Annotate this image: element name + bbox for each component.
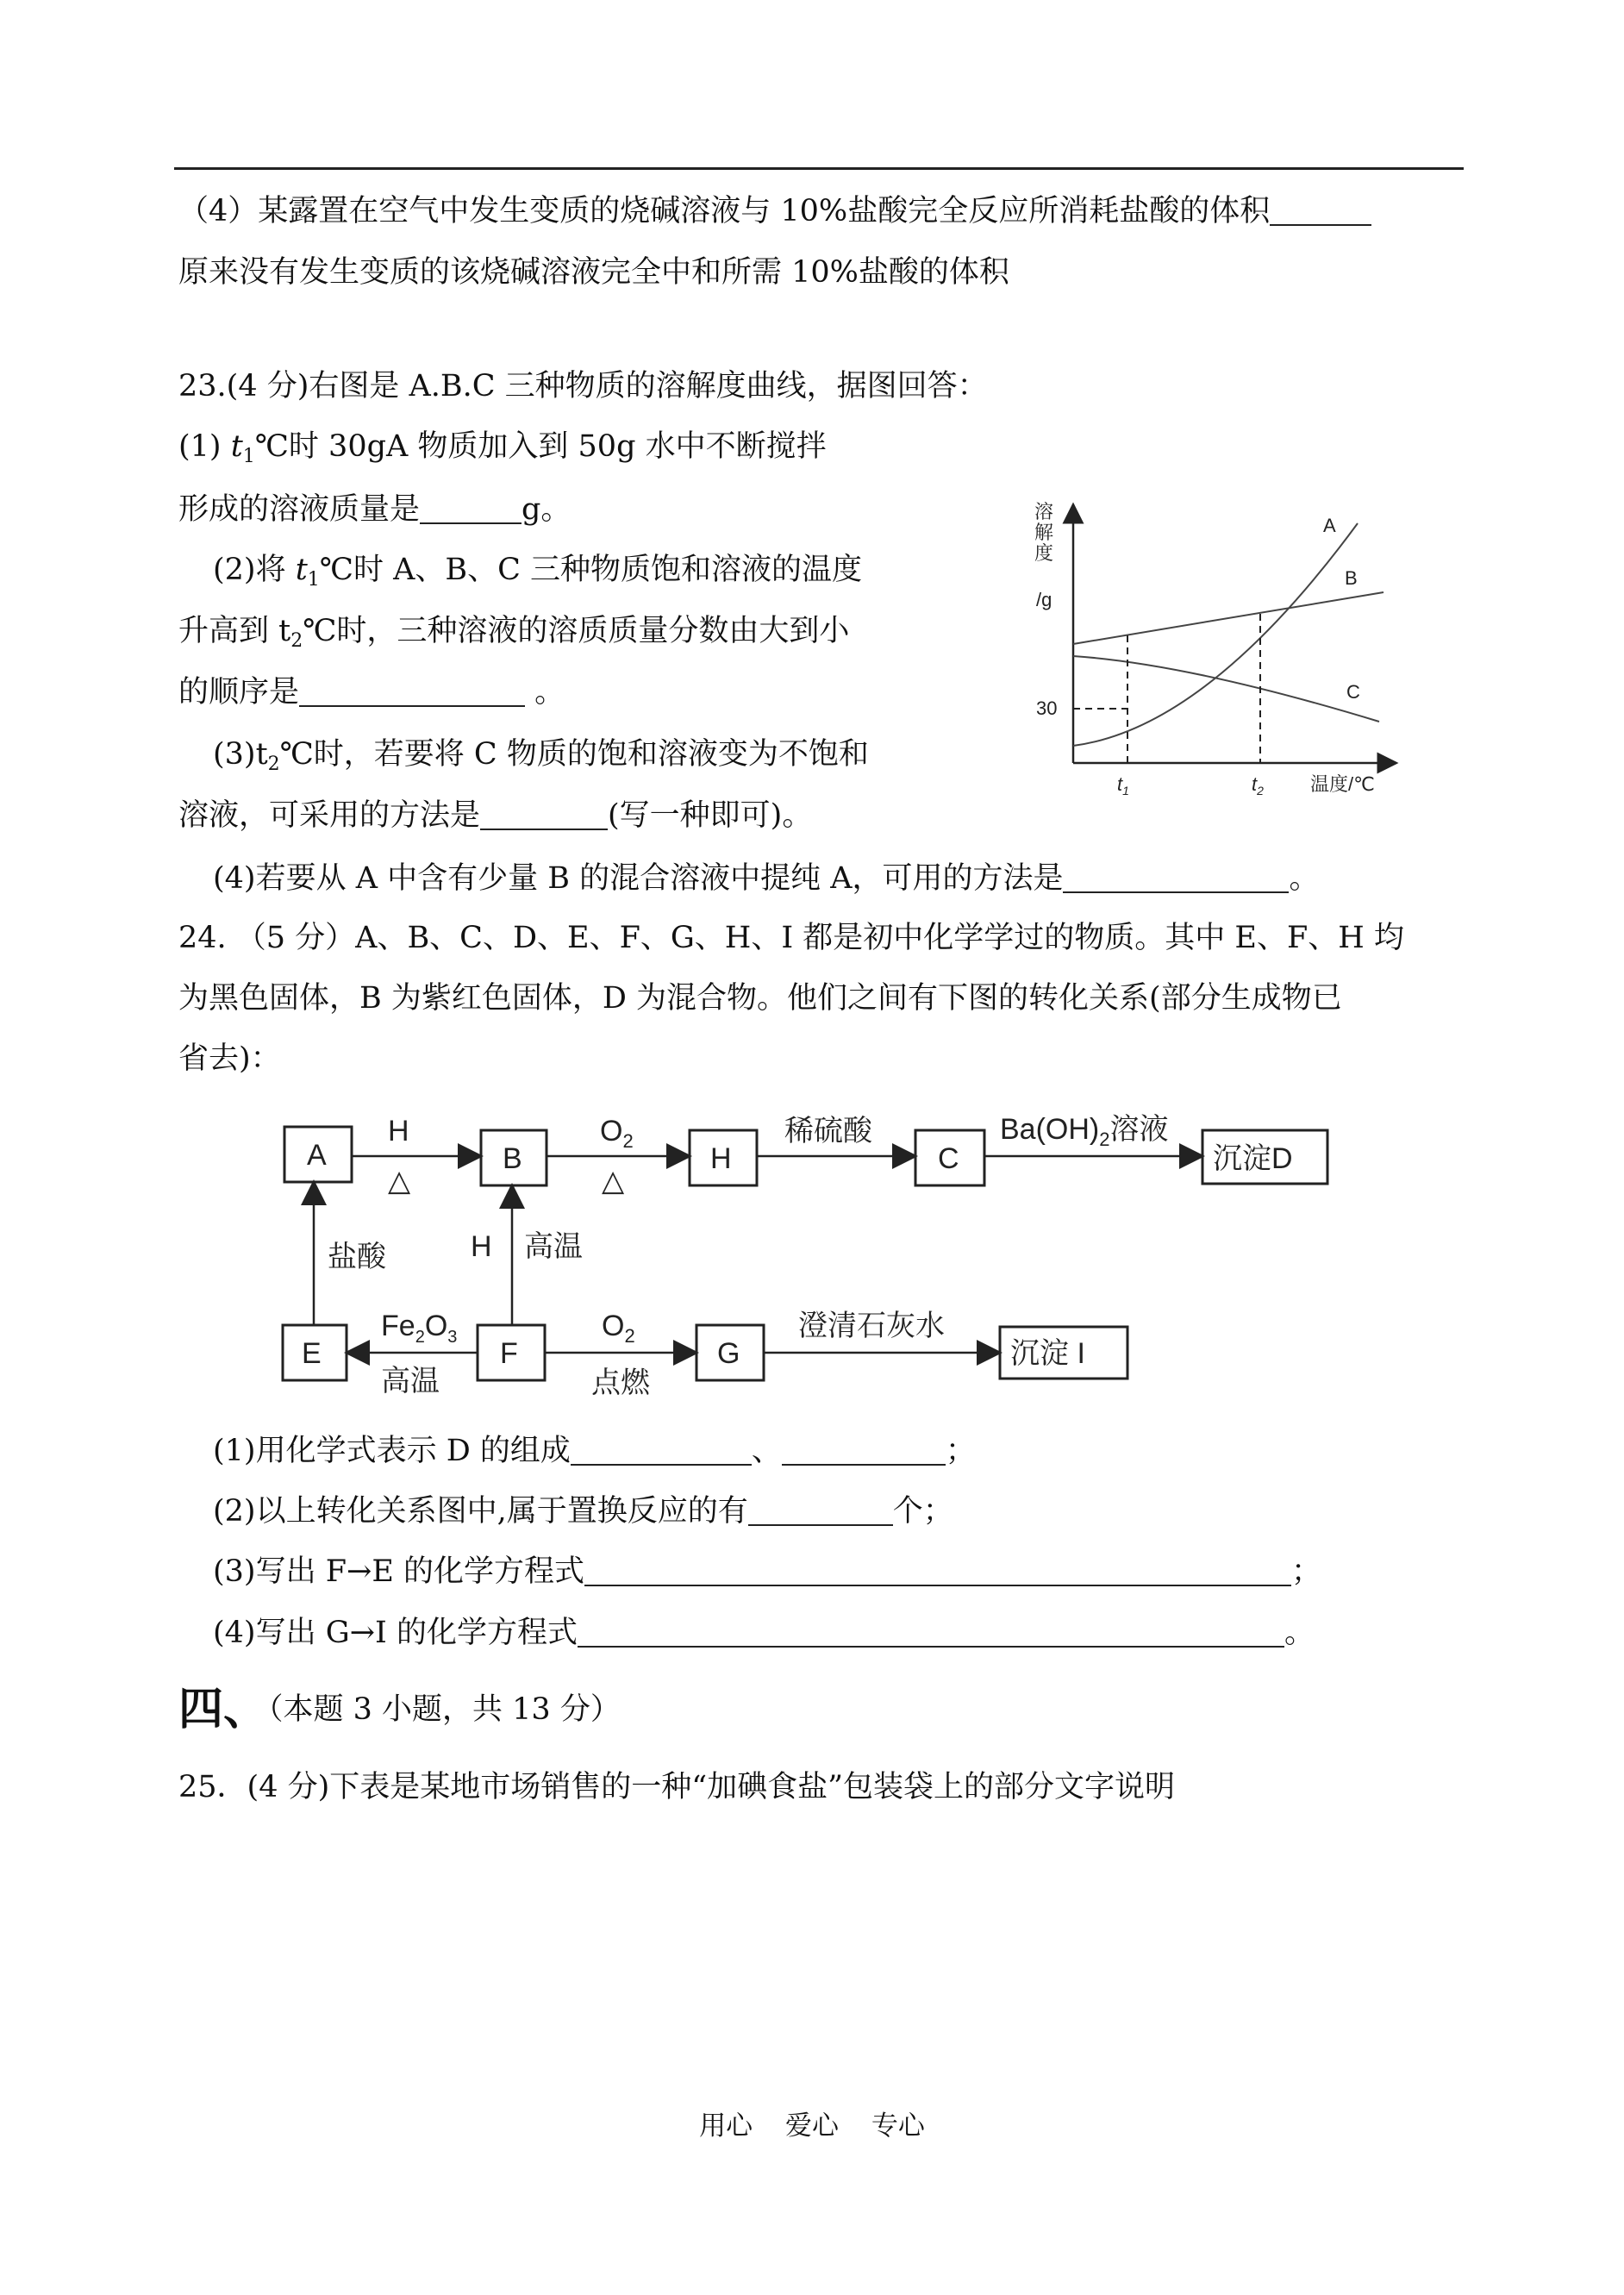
answer-blank[interactable] <box>420 493 522 524</box>
answer-blank[interactable] <box>1270 195 1371 226</box>
answer-blank[interactable] <box>782 1435 946 1466</box>
q23-part1-line1: (1) $t_1℃$时 30gA 物质加入到 50g 水中不断搅拌 <box>178 429 827 467</box>
x-tick-t1: $t_1$ <box>1117 773 1129 797</box>
q22-4-line2: 原来没有发生变质的该烧碱溶液完全中和所需 10%盐酸的体积 <box>178 255 1009 290</box>
q23-part3-line1: $(3)t_2℃$时，若要将 C 物质的饱和溶液变为不饱和 <box>213 737 869 775</box>
q23-part3-line2: 溶液，可采用的方法是 (写一种即可)。 <box>178 798 813 833</box>
conversion-diagram <box>259 1099 1414 1401</box>
arrow-a-b-top: H <box>388 1115 409 1148</box>
arrow-e-a-label: 盐酸 <box>328 1241 386 1273</box>
q23-part2-line3: 的顺序是 。 <box>178 675 565 710</box>
box-e-label: E <box>302 1337 322 1370</box>
curve-b-label: B <box>1345 567 1358 589</box>
answer-blank[interactable] <box>299 676 525 707</box>
q23-part2-line2: 升高到 $t_2℃$时，三种溶液的溶质质量分数由大到小 <box>178 614 850 652</box>
x-tick-t2: $t_2$ <box>1252 773 1264 797</box>
box-i-label: 沉淀 I <box>1010 1337 1085 1370</box>
q24-part4: (4)写出 G→I 的化学方程式 。 <box>213 1616 1315 1650</box>
answer-blank[interactable] <box>1063 862 1289 893</box>
q24-part1: (1)用化学式表示 D 的组成 、 ； <box>213 1434 976 1468</box>
box-a-label: A <box>307 1139 327 1172</box>
curve-c-label: C <box>1346 681 1360 703</box>
q24-part2: (2)以上转化关系图中,属于置换反应的有 个； <box>213 1494 953 1529</box>
box-c-label: C <box>938 1142 959 1175</box>
box-g-label: G <box>717 1337 740 1370</box>
answer-blank[interactable] <box>584 1555 1291 1586</box>
curve-b <box>1073 592 1384 644</box>
box-d-label: 沉淀D <box>1213 1142 1293 1175</box>
section-4-heading: 四、（本题 3 小题，共 13 分） <box>178 1683 621 1735</box>
y-label-3: 度 <box>1034 542 1054 564</box>
arrow-f-g-top: $O_2$ <box>602 1310 635 1347</box>
curve-a-label: A <box>1323 515 1336 536</box>
q24-intro-line2: 为黑色固体，B 为紫红色固体，D 为混合物。他们之间有下图的转化关系(部分生成物已 <box>178 981 1342 1016</box>
y-tick-30: 30 <box>1036 697 1058 719</box>
solubility-graph <box>1017 487 1414 806</box>
q24-part3: (3)写出 F→E 的化学方程式 ； <box>213 1554 1322 1589</box>
curve-a <box>1073 523 1358 746</box>
answer-blank[interactable] <box>748 1495 893 1526</box>
x-label: 温度/℃ <box>1310 773 1375 795</box>
arrow-f-g-bottom: 点燃 <box>591 1366 650 1399</box>
y-label-1: 溶 <box>1034 501 1054 522</box>
arrow-f-e-top: $Fe_2O_3$ <box>381 1310 458 1347</box>
box-b-label: B <box>503 1142 522 1175</box>
arrow-c-d-top: $Ba(OH)_2$溶液 <box>1000 1113 1169 1150</box>
arrow-f-b-right: 高温 <box>524 1230 583 1263</box>
arrow-f-e-bottom: 高温 <box>381 1365 440 1398</box>
q25-text: 25．(4 分)下表是某地市场销售的一种“加碘食盐”包装袋上的部分文字说明 <box>178 1770 1176 1804</box>
arrow-b-h-bottom: △ <box>602 1165 625 1198</box>
arrow-f-b-left: H <box>471 1230 492 1263</box>
answer-blank[interactable] <box>578 1617 1284 1648</box>
curve-c <box>1073 656 1379 722</box>
q23-part4: (4)若要从 A 中含有少量 B 的混合溶液中提纯 A，可用的方法是 。 <box>213 861 1320 896</box>
q24-intro-line3: 省去)： <box>178 1041 281 1076</box>
q22-4-line1: （4）某露置在空气中发生变质的烧碱溶液与 10%盐酸完全反应所消耗盐酸的体积 <box>178 191 1371 231</box>
arrow-b-h-top: $O_2$ <box>600 1115 634 1152</box>
box-f-label: F <box>500 1337 518 1370</box>
answer-blank[interactable] <box>480 799 608 830</box>
answer-blank[interactable] <box>571 1435 752 1466</box>
box-h-label: H <box>710 1142 732 1175</box>
header-rule <box>174 167 1464 170</box>
arrow-h-c-top: 稀硫酸 <box>784 1115 872 1148</box>
q24-intro-line1: 24. （5 分）A、B、C、D、E、F、G、H、I 都是初中化学学过的物质。其中 E、F、H 均 <box>178 921 1404 955</box>
y-label-2: 解 <box>1034 522 1054 543</box>
q23-part1-line2: 形成的溶液质量是 g。 <box>178 492 572 527</box>
y-unit: /g <box>1036 589 1052 610</box>
arrow-g-i-top: 澄清石灰水 <box>798 1310 945 1342</box>
q23-intro: 23.(4 分)右图是 A.B.C 三种物质的溶解度曲线，据图回答： <box>178 369 988 403</box>
arrow-a-b-bottom: △ <box>388 1165 411 1198</box>
q23-part2-line1: (2)将 $t_1℃$时 A、B、C 三种物质饱和溶液的温度 <box>213 553 862 591</box>
page-footer: 用心 爱心 专心 <box>699 2111 925 2142</box>
